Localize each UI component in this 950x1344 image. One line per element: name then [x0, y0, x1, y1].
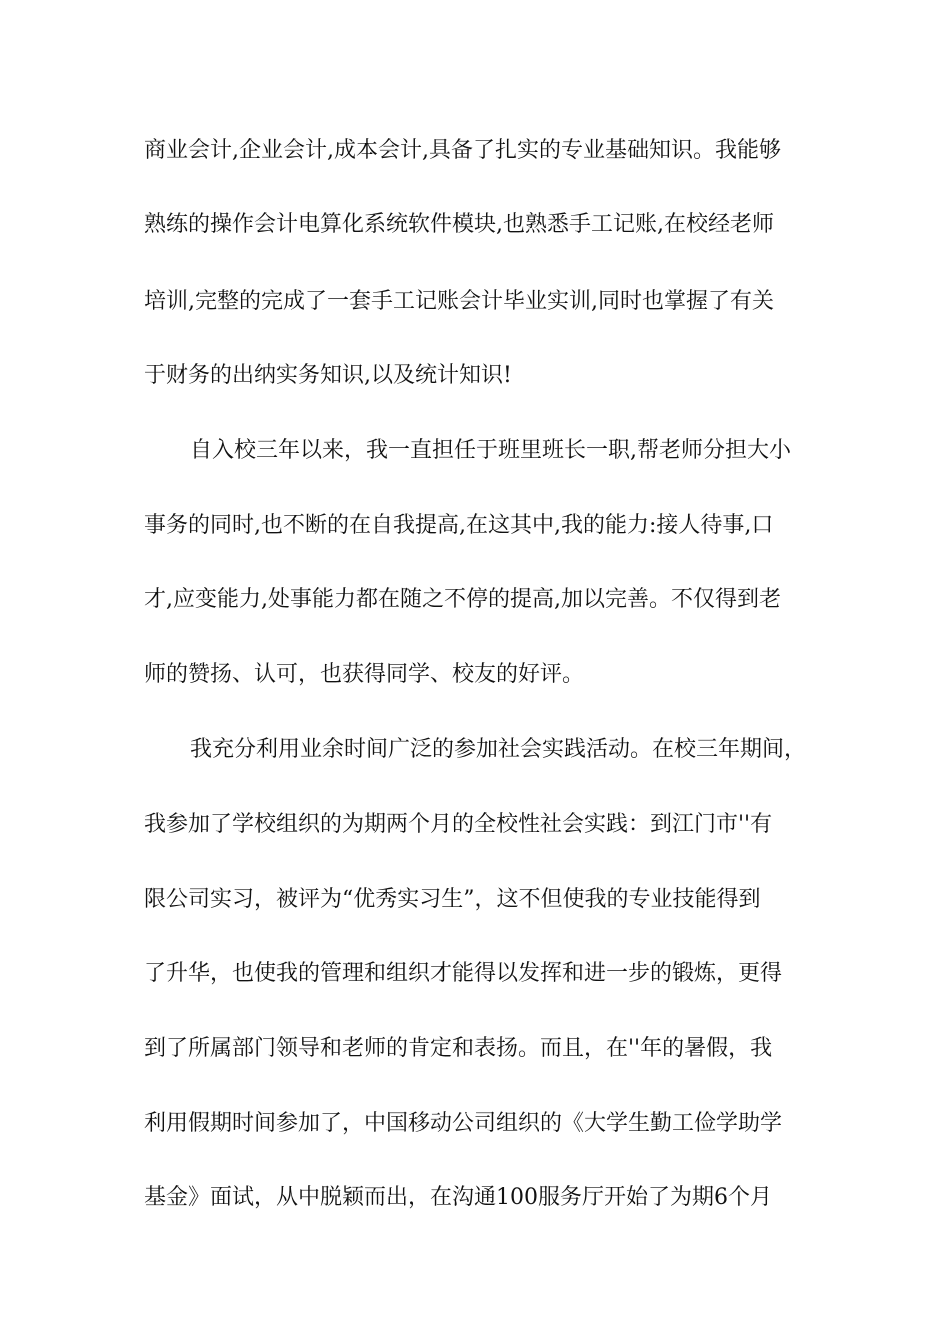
- paragraph-start-line: 自入校三年以来，我一直担任于班里班长一职,帮老师分担大小: [190, 438, 791, 463]
- text-line: 到了所属部门领导和老师的肯定和表扬。而且，在''年的暑假，我: [144, 1036, 773, 1061]
- text-line: 熟练的操作会计电算化系统软件模块,也熟悉手工记账,在校经老师: [144, 212, 774, 237]
- text-line: 利用假期时间参加了，中国移动公司组织的《大学生勤工俭学助学: [144, 1111, 783, 1136]
- text-line: 基金》面试，从中脱颖而出，在沟通100服务厅开始了为期6个月: [144, 1185, 772, 1210]
- text-line: 了升华，也使我的管理和组织才能得以发挥和进一步的锻炼，更得: [144, 961, 783, 986]
- paragraph-start-line: 我充分利用业余时间广泛的参加社会实践活动。在校三年期间，: [190, 737, 807, 762]
- text-line: 培训,完整的完成了一套手工记账会计毕业实训,同时也掌握了有关: [144, 289, 774, 314]
- text-line: 才,应变能力,处事能力都在随之不停的提高,加以完善。不仅得到老: [144, 587, 781, 612]
- text-line: 我参加了学校组织的为期两个月的全校性社会实践：到江门市''有: [144, 812, 773, 837]
- text-line: 限公司实习，被评为“优秀实习生”，这不但使我的专业技能得到: [144, 887, 761, 912]
- text-line: 师的赞扬、认可，也获得同学、校友的好评。: [144, 662, 585, 687]
- text-line: 事务的同时,也不断的在自我提高,在这其中,我的能力:接人待事,口: [144, 513, 774, 538]
- text-line: 商业会计,企业会计,成本会计,具备了扎实的专业基础知识。我能够: [144, 138, 781, 163]
- text-line: 于财务的出纳实务知识,以及统计知识!: [144, 363, 512, 388]
